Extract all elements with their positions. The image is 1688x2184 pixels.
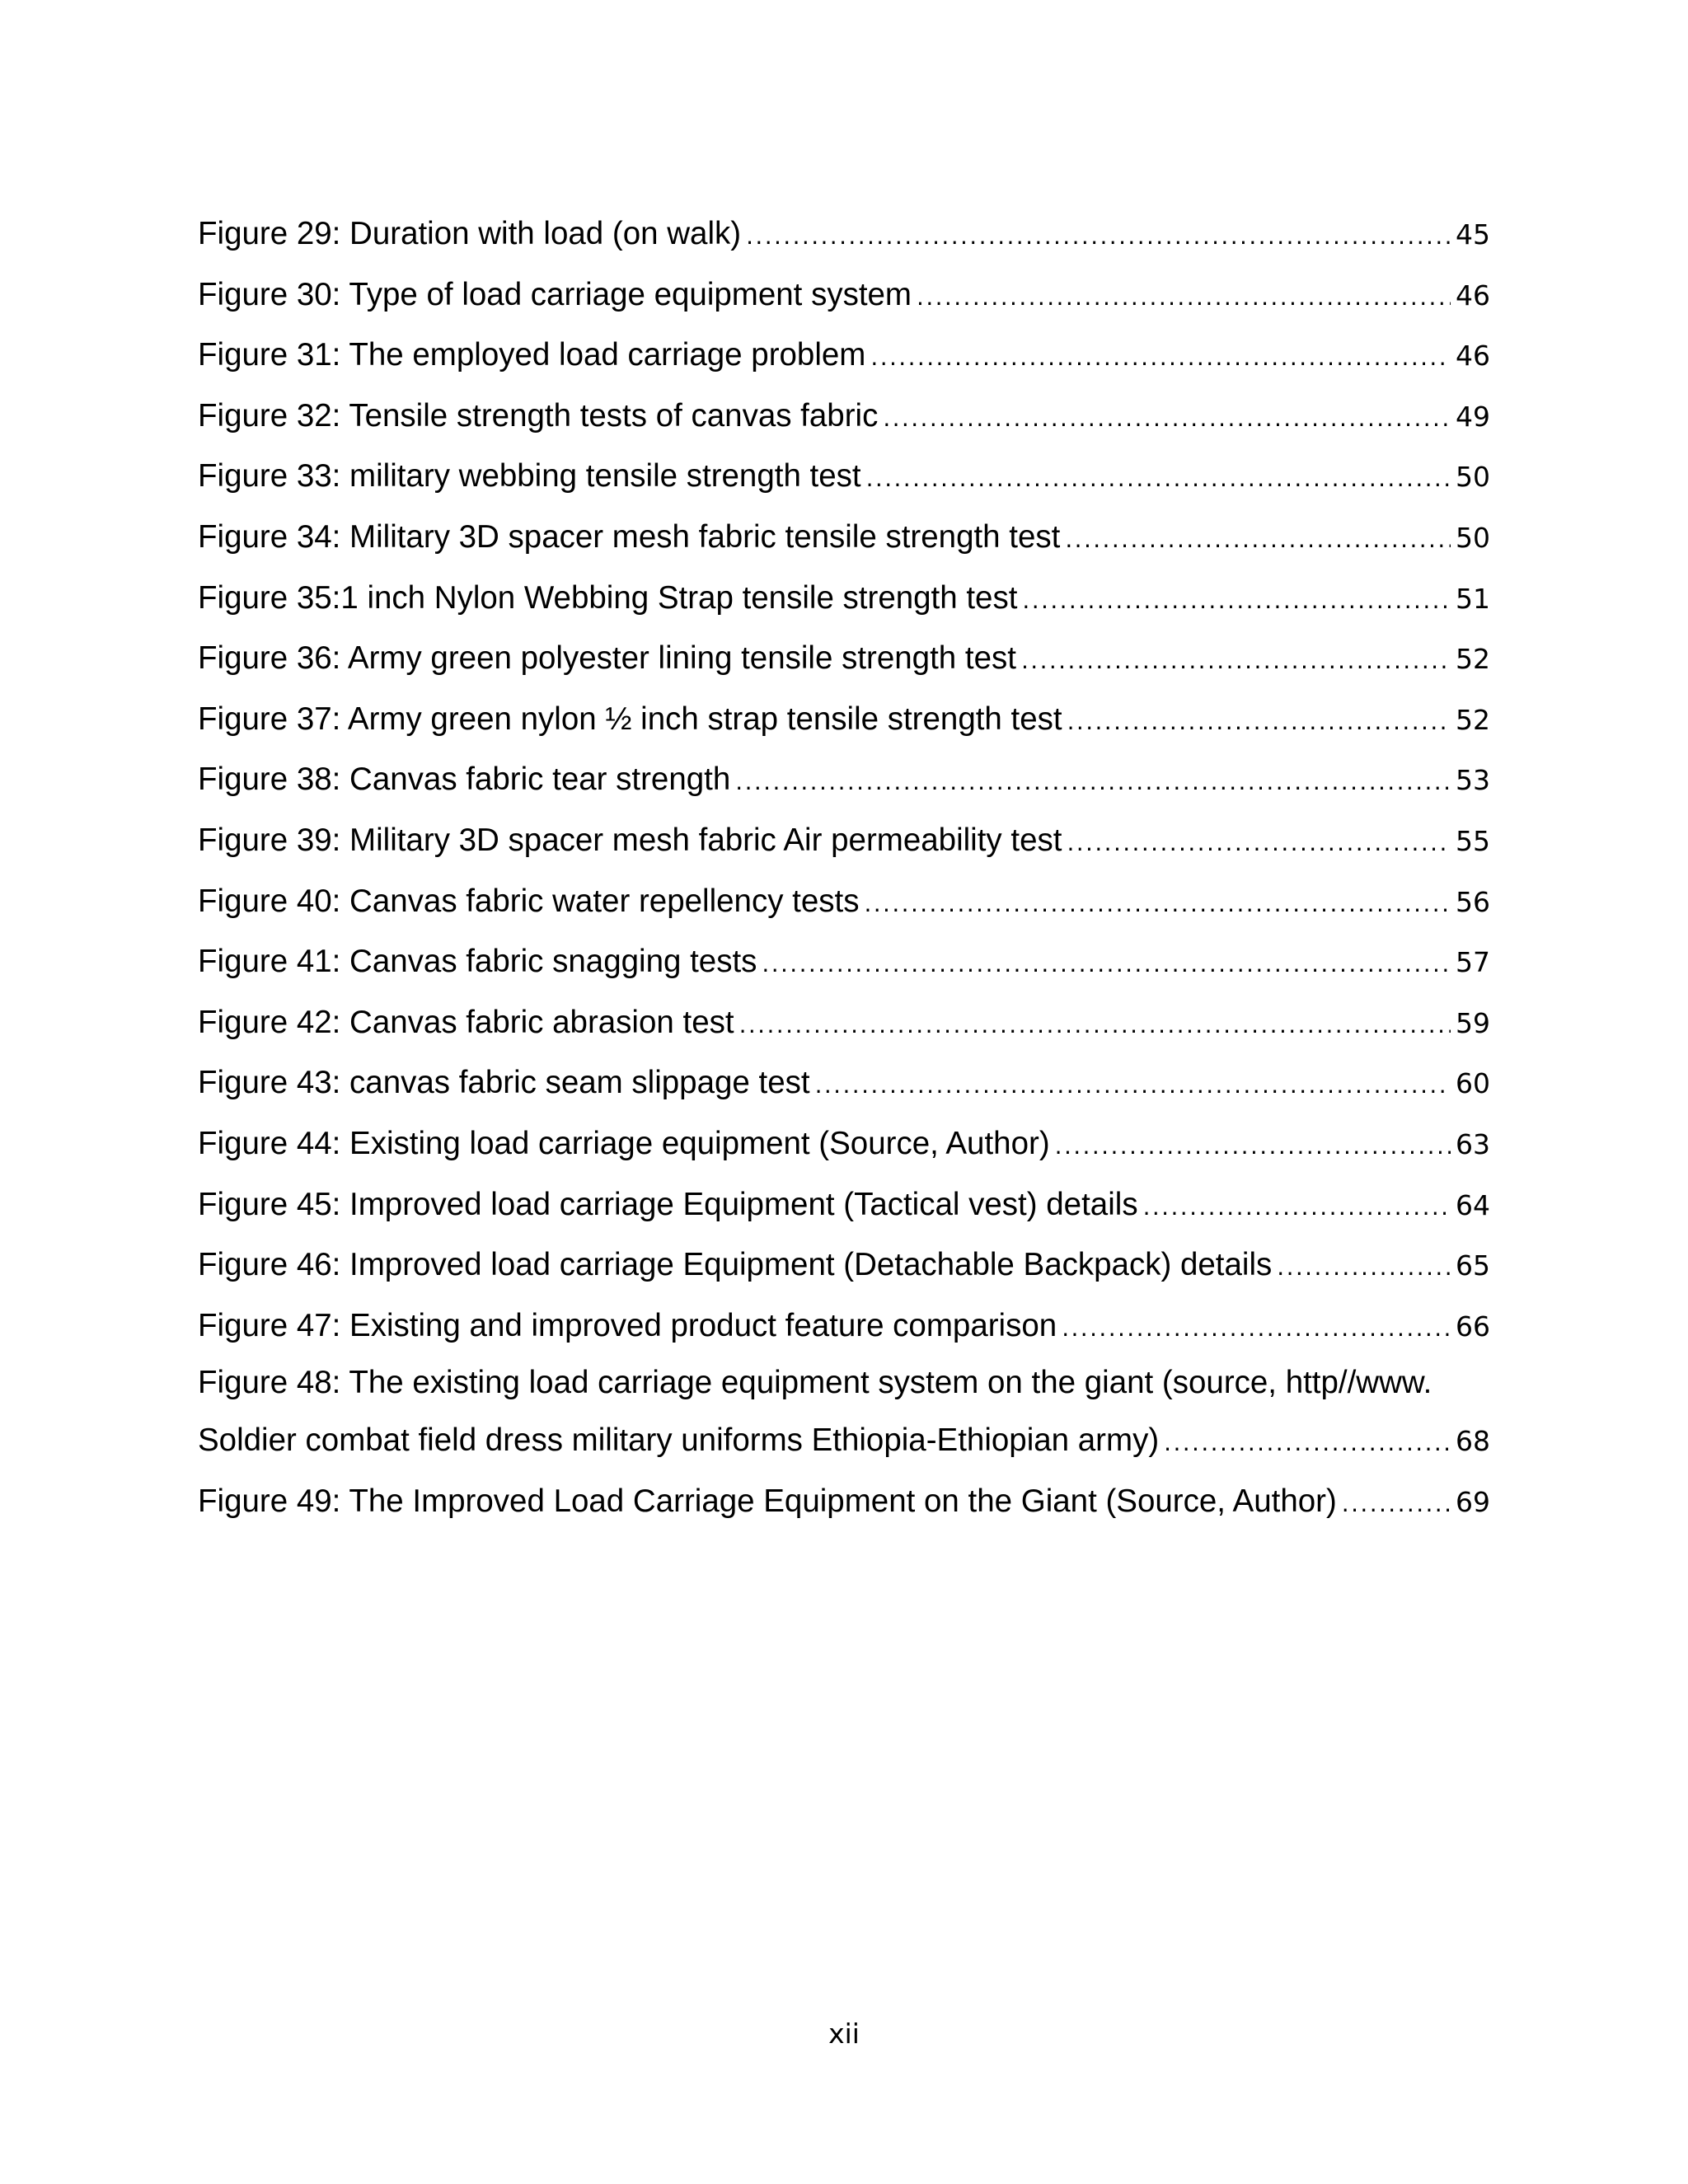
toc-entry-title: Figure 33: military webbing tensile strength test: [198, 458, 861, 494]
toc-entry-title: Figure 32: Tensile strength tests of canvas fabric: [198, 397, 879, 434]
toc-entry-page: 53: [1456, 764, 1490, 797]
toc-entry[interactable]: [198, 689, 1490, 750]
dot-leader: [883, 388, 1451, 449]
toc-entry[interactable]: [198, 1052, 1490, 1113]
list-of-figures: [198, 204, 1490, 1531]
dot-leader: [1143, 1177, 1451, 1238]
toc-entry[interactable]: [198, 810, 1490, 871]
dot-leader: [746, 206, 1451, 267]
toc-entry[interactable]: [198, 507, 1490, 568]
toc-entry-title: Figure 30: Type of load carriage equipment system: [198, 276, 912, 312]
toc-entry[interactable]: [198, 446, 1490, 507]
toc-entry-page: 64: [1456, 1188, 1490, 1221]
dot-leader: [1062, 1298, 1451, 1359]
toc-entry-title-wrap: [198, 1410, 1490, 1471]
dot-leader: [815, 1055, 1451, 1116]
toc-entry[interactable]: [198, 265, 1490, 326]
toc-entry[interactable]: [198, 749, 1490, 810]
dot-leader: [1065, 509, 1451, 570]
toc-entry[interactable]: [198, 1296, 1490, 1357]
toc-entry-title: Figure 44: Existing load carriage equipment (Source, Author): [198, 1125, 1050, 1161]
dot-leader: [1055, 1116, 1451, 1177]
toc-entry[interactable]: [198, 992, 1490, 1053]
toc-entry-title: Figure 41: Canvas fabric snagging tests: [198, 944, 757, 980]
toc-entry[interactable]: [198, 1471, 1490, 1532]
dot-leader: [1277, 1237, 1451, 1298]
toc-entry-page: 60: [1456, 1067, 1490, 1100]
toc-entry-page: 57: [1456, 946, 1490, 979]
toc-entry[interactable]: [198, 1174, 1490, 1235]
dot-leader: [739, 995, 1451, 1056]
toc-entry-page: 56: [1456, 885, 1490, 918]
toc-entry-title: Figure 46: Improved load carriage Equipment (Detachable Backpack) details: [198, 1247, 1273, 1283]
toc-entry-page: 46: [1456, 340, 1490, 373]
toc-entry-title-line2: Soldier combat field dress military uniforms Ethiopia-Ethiopian army): [198, 1422, 1160, 1459]
page-number: xii: [828, 2018, 860, 2050]
toc-entry[interactable]: [198, 568, 1490, 629]
toc-entry[interactable]: [198, 628, 1490, 689]
toc-entry-title: Figure 37: Army green nylon ½ inch strap tensile strength test: [198, 701, 1062, 737]
toc-entry-page: 68: [1456, 1425, 1490, 1458]
toc-entry-page: 52: [1456, 703, 1490, 736]
toc-entry-title: Figure 47: Existing and improved product feature comparison: [198, 1307, 1057, 1343]
toc-entry-title: Figure 31: The employed load carriage problem: [198, 337, 866, 373]
toc-entry-title: Figure 42: Canvas fabric abrasion test: [198, 1004, 734, 1040]
dot-leader: [762, 934, 1451, 995]
toc-entry-title: Figure 39: Military 3D spacer mesh fabric Air permeability test: [198, 822, 1062, 858]
dot-leader: [1067, 691, 1451, 752]
toc-entry-title: Figure 36: Army green polyester lining tensile strength test: [198, 640, 1016, 677]
toc-entry-title: Figure 35:1 inch Nylon Webbing Strap tensile strength test: [198, 579, 1018, 616]
toc-entry-page: 59: [1456, 1006, 1490, 1039]
toc-entry-title: Figure 38: Canvas fabric tear strength: [198, 762, 731, 798]
toc-entry-page: 50: [1456, 521, 1490, 554]
dot-leader: [1342, 1474, 1451, 1535]
toc-entry-page: 50: [1456, 461, 1490, 494]
toc-entry-page: 45: [1456, 218, 1490, 251]
toc-entry-title: Figure 43: canvas fabric seam slippage test: [198, 1065, 810, 1101]
toc-entry-title-line1: Figure 48: The existing load carriage equipment system on the giant (source, http//www.: [198, 1365, 1432, 1401]
toc-entry-title: Figure 34: Military 3D spacer mesh fabric tensile strength test: [198, 518, 1061, 555]
toc-entry[interactable]: [198, 386, 1490, 447]
toc-entry-page: 49: [1456, 400, 1490, 433]
toc-entry-title: Figure 45: Improved load carriage Equipment (Tactical vest) details: [198, 1186, 1138, 1222]
toc-entry[interactable]: [198, 931, 1490, 992]
dot-leader: [1067, 813, 1451, 874]
toc-entry-page: 52: [1456, 643, 1490, 676]
toc-entry-page: 55: [1456, 824, 1490, 857]
toc-entry-page: 66: [1456, 1310, 1490, 1343]
toc-entry-title: Figure 49: The Improved Load Carriage Equipment on the Giant (Source, Author): [198, 1483, 1337, 1519]
toc-entry[interactable]: [198, 204, 1490, 265]
dot-leader: [866, 448, 1451, 509]
toc-entry-page: 69: [1456, 1485, 1490, 1518]
toc-entry[interactable]: [198, 1113, 1490, 1174]
toc-entry-page: 51: [1456, 582, 1490, 615]
dot-leader: [1022, 570, 1451, 631]
toc-entry[interactable]: [198, 871, 1490, 932]
dot-leader: [1164, 1413, 1451, 1474]
toc-entry[interactable]: [198, 1235, 1490, 1296]
dot-leader: [870, 327, 1451, 388]
dot-leader: [1021, 630, 1451, 691]
dot-leader: [735, 752, 1451, 813]
toc-entry-page: 63: [1456, 1127, 1490, 1160]
toc-entry-title: Figure 40: Canvas fabric water repellency tests: [198, 883, 860, 919]
toc-entry-page: 65: [1456, 1249, 1490, 1282]
toc-entry-page: 46: [1456, 279, 1490, 312]
toc-entry[interactable]: [198, 1356, 1490, 1471]
toc-entry[interactable]: [198, 325, 1490, 386]
toc-entry-title: Figure 29: Duration with load (on walk): [198, 216, 742, 251]
dot-leader: [917, 267, 1451, 328]
dot-leader: [864, 874, 1451, 935]
